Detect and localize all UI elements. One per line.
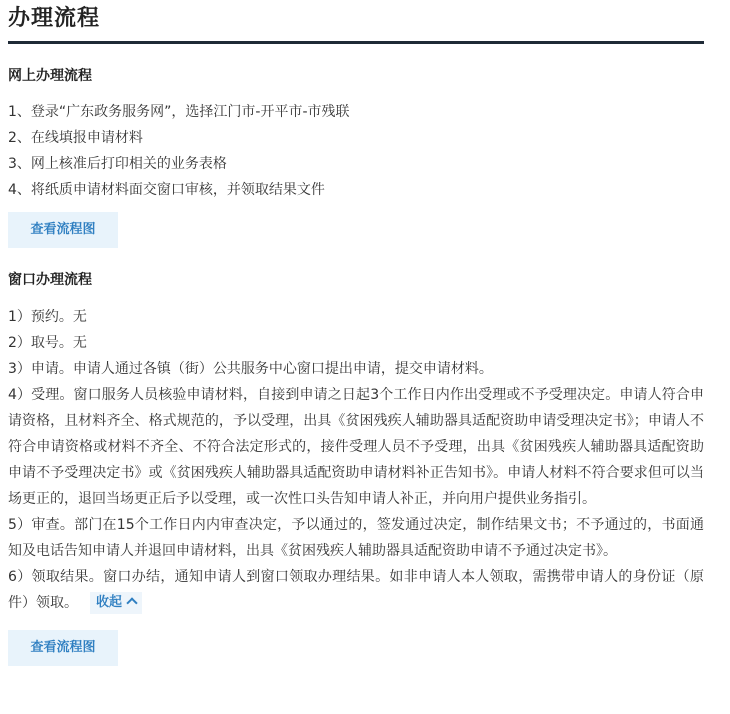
window-step-2: 2）取号。无 <box>8 335 87 351</box>
process-panel <box>8 0 704 666</box>
window-section <box>8 270 704 666</box>
window-step-1: 1）预约。无 <box>8 309 87 325</box>
online-step-3: 3、网上核准后打印相关的业务表格 <box>8 156 227 172</box>
online-step-1: 1、登录“广东政务服务网”，选择江门市-开平市-市残联 <box>8 104 350 120</box>
page-title: 办理流程 <box>8 6 101 31</box>
window-step-4: 4）受理。窗口服务人员核验申请材料，自接到申请之日起3个工作日内作出受理或不予受理决定。申请人符合申请资格，且材料齐全、格式规范的，予以受理，出具《贫困残疾人辅助器具适配资助申请受理决定书》；申请人不符合申请资格或材料不齐全、不符合法定形式的，接件受理人员不予受理，出具《贫困残疾人辅助器具适配资助申请不予受理决定书》或《贫困残疾人辅助器具适配资助申请材料补正告知书》。申请人材料不符合要求但可以当场更正的，退回当场更正后予以受理，或一次性口头告知申请人补正，并向用户提供业务指引。 <box>8 387 704 507</box>
view-window-flowchart-button[interactable]: 查看流程图 <box>8 630 118 666</box>
window-section-title: 窗口办理流程 <box>8 272 92 288</box>
online-step-2: 2、在线填报申请材料 <box>8 130 143 146</box>
online-step-4: 4、将纸质申请材料面交窗口审核，并领取结果文件 <box>8 182 325 198</box>
online-step-list <box>8 99 704 203</box>
window-step-6-container <box>8 564 704 616</box>
title-bar <box>8 0 704 44</box>
chevron-up-icon <box>126 597 137 608</box>
window-step-5: 5）审查。部门在15个工作日内内审查决定，予以通过的，签发通过决定，制作结果文书；不予通过的，书面通知及电话告知申请人并退回申请材料，出具《贫困残疾人辅助器具适配资助申请不予通过决定书》。 <box>8 517 704 559</box>
window-step-6: 6）领取结果。窗口办结，通知申请人到窗口领取办理结果。如非申请人本人领取，需携带申请人的身份证（原件）领取。 <box>8 569 704 611</box>
collapse-label: 收起 <box>96 595 123 610</box>
window-step-3: 3）申请。申请人通过各镇（街）公共服务中心窗口提出申请，提交申请材料。 <box>8 361 493 377</box>
online-section-title: 网上办理流程 <box>8 68 92 84</box>
view-online-flowchart-button[interactable]: 查看流程图 <box>8 212 118 248</box>
collapse-button[interactable] <box>90 592 142 614</box>
window-step-list <box>8 304 704 616</box>
online-section <box>8 66 704 248</box>
